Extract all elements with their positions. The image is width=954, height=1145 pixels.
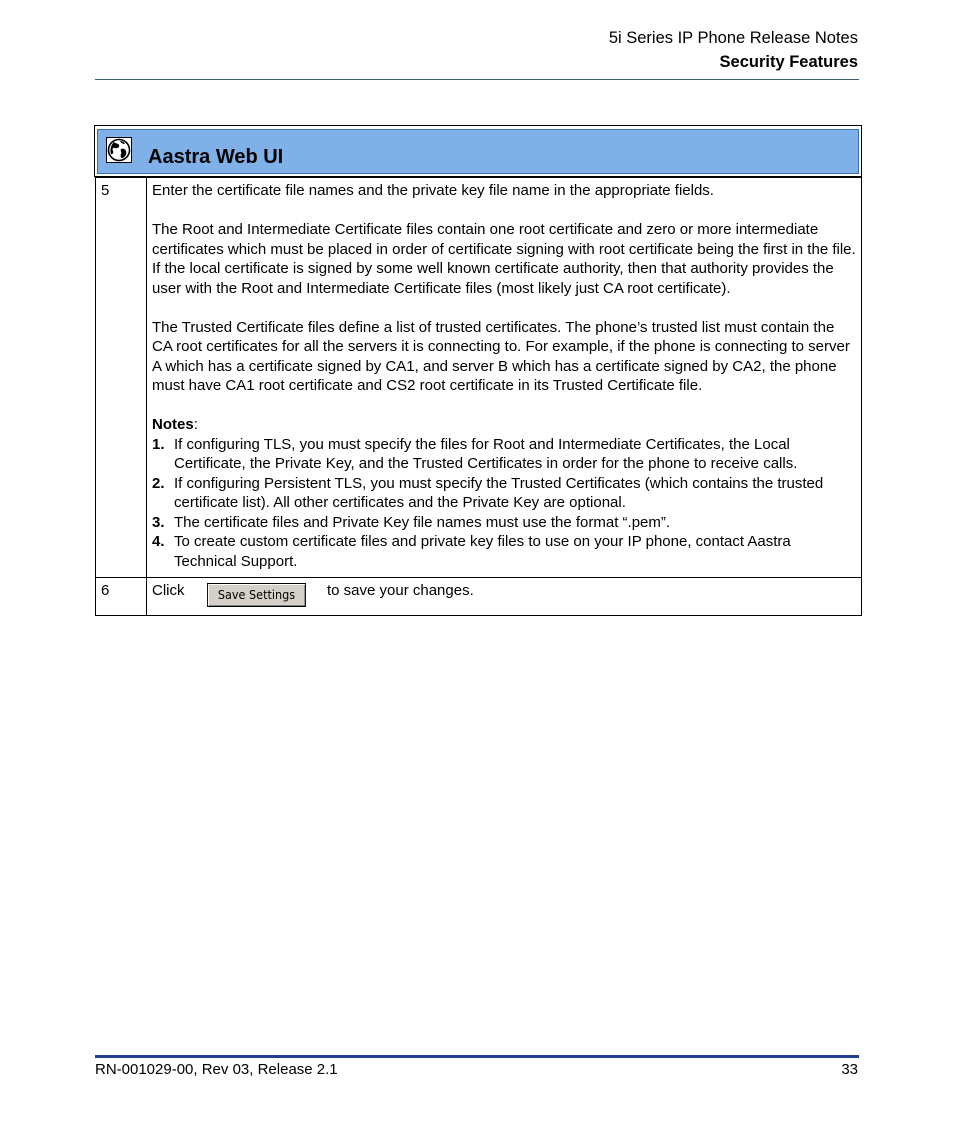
step-number: 6 [96, 578, 147, 616]
table-row [96, 178, 862, 578]
step-paragraph: Enter the certificate file names and the private key file name in the appropriate fields. [152, 182, 714, 199]
footer-doc-id: RN-001029-00, Rev 03, Release 2.1 [95, 1061, 338, 1078]
note-number: 3. [152, 513, 165, 531]
note-number: 2. [152, 474, 165, 492]
step-paragraph: The Trusted Certificate files define a list of trusted certificates. The phone’s trusted list must contain the CA root certificates for all the servers it is connecting to. For example, if the phone is connecting to server A which has a certificate signed by CA1, and server B which has a certificate signed by CA2, the phone must have CA1 root certificate and CS2 root certificate in its Trusted Certificate file. [152, 318, 850, 394]
step-paragraph: The Root and Intermediate Certificate files contain one root certificate and zero or more intermediate certificates which must be placed in order of certificate signing with root certificate being the first in the file. If the local certificate is signed by some well known certificate authority, then that authority provides the user with the Root and Intermediate Certificate files (most likely just CA root certificate). [152, 221, 856, 297]
note-text: The certificate files and Private Key file names must use the format “.pem”. [174, 513, 671, 531]
note-text: If configuring TLS, you must specify the files for Root and Intermediate Certificates, the Local Certificate, the Private Key, and the Trusted Certificates in order for the phone to receive calls. [174, 435, 798, 472]
list-item [152, 513, 856, 533]
header-divider [95, 79, 859, 80]
web-ui-banner [94, 125, 862, 177]
notes-heading [152, 415, 856, 435]
step-content [147, 178, 862, 578]
save-settings-button[interactable]: Save Settings [207, 583, 306, 607]
section-title: Security Features [719, 53, 858, 71]
running-header [609, 26, 858, 74]
click-word: Click [152, 582, 185, 599]
note-text: If configuring Persistent TLS, you must specify the Trusted Certificates (which contains the trusted certificate list). All other certificates and the Private Key are optional. [174, 474, 824, 511]
notes-list [152, 435, 856, 572]
note-number: 1. [152, 435, 165, 453]
steps-table [95, 177, 862, 616]
banner-fill [97, 129, 859, 174]
banner-title: Aastra Web UI [148, 146, 284, 168]
note-text: To create custom certificate files and private key files to use on your IP phone, contact Aastra Technical Support. [174, 533, 791, 570]
step-content [147, 578, 862, 616]
list-item [152, 435, 856, 474]
globe-icon [106, 137, 132, 163]
after-button-text: to save your changes. [327, 582, 474, 599]
notes-label: Notes [152, 416, 194, 433]
step-number: 5 [96, 178, 147, 578]
list-item [152, 532, 856, 571]
notes-colon: : [193, 416, 198, 433]
list-item [152, 474, 856, 513]
note-number: 4. [152, 533, 165, 550]
table-row [96, 578, 862, 616]
page-number: 33 [841, 1061, 858, 1078]
doc-title: 5i Series IP Phone Release Notes [608, 29, 858, 47]
footer-divider [95, 1055, 859, 1058]
